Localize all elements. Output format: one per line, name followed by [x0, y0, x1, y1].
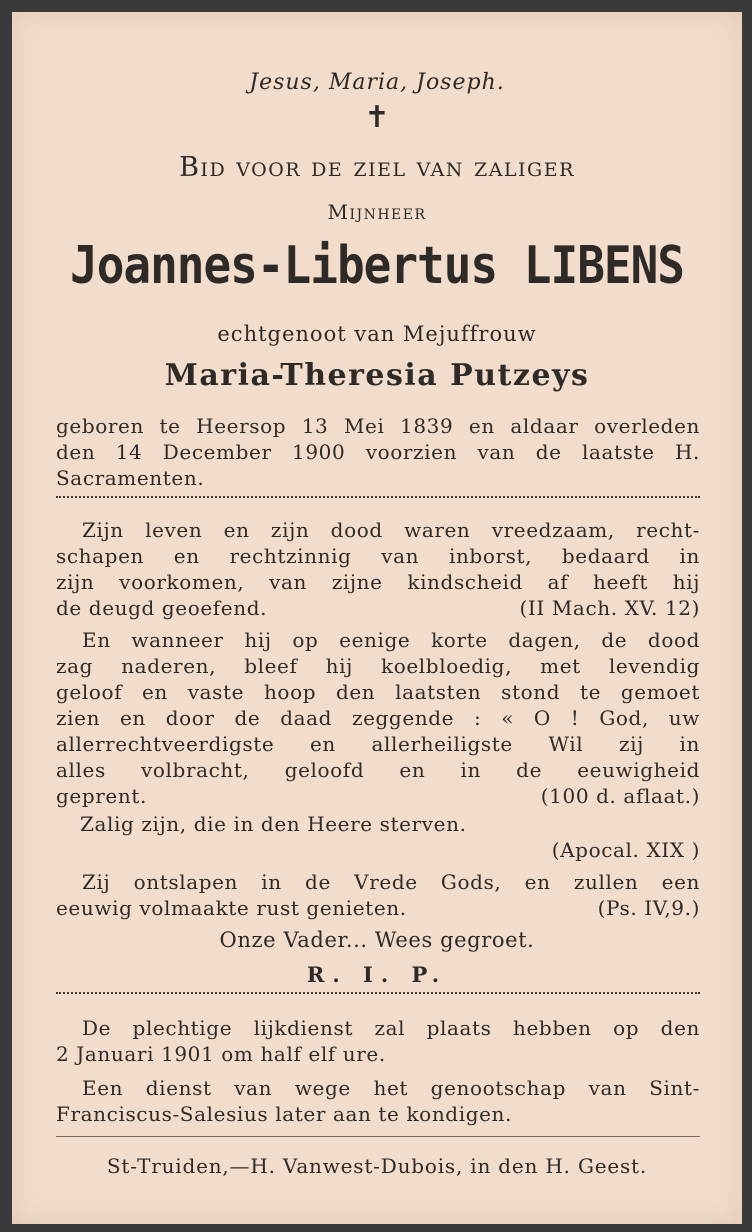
virtue-line: schapen en rechtzinnig van inborst, bedaard in	[56, 544, 700, 568]
dotted-divider	[56, 992, 700, 994]
birth-line: Sacramenten.	[56, 466, 205, 490]
death-line: zien en door de daad zeggende : « O ! God, uw	[56, 706, 700, 730]
virtue-line: zijn voorkomen, van zijne kindscheid af heeft hij	[56, 570, 700, 594]
deceased-name: Joannes-Libertus LIBENS	[70, 234, 684, 296]
scripture-reference: (II Mach. XV. 12)	[519, 596, 700, 620]
virtue-line	[56, 596, 700, 622]
prayer-line: Onze Vader... Wees gegroet.	[219, 928, 535, 952]
death-paragraph	[56, 628, 700, 810]
spouse-intro: echtgenoot van Mejuffrouw	[217, 322, 537, 346]
peace-line	[56, 896, 700, 922]
funeral-line: 2 Januari 1901 om half elf ure.	[56, 1042, 386, 1066]
peace-line: Zij ontslapen in de Vrede Gods, en zullen een	[82, 870, 700, 894]
funeral-line: De plechtige lijkdienst zal plaats hebben op den	[82, 1016, 700, 1040]
society-paragraph	[56, 1076, 700, 1128]
blessed-line: Zalig zijn, die in den Heere sterven.	[80, 812, 467, 836]
society-line: Franciscus-Salesius later aan te kondigen.	[56, 1102, 512, 1126]
invocation: Jesus, Maria, Joseph.	[249, 70, 505, 95]
apocalypse-reference	[56, 838, 700, 864]
death-line: geloof en vaste hoop den laatsten stond te gemoet	[56, 680, 700, 704]
apocalypse-ref-text: (Apocal. XIX )	[551, 838, 700, 862]
honorific: Mijnheer	[327, 200, 427, 224]
printer-line: St-Truiden,—H. Vanwest-Dubois, in den H. Geest.	[106, 1154, 648, 1178]
peace-paragraph	[56, 870, 700, 922]
society-line: Een dienst van wege het genootschap van Sint-	[82, 1076, 700, 1100]
birth-line: geboren te Heersop 13 Mei 1839 en aldaar overleden	[56, 414, 700, 438]
cross-icon: ✝	[364, 100, 390, 135]
death-line	[56, 784, 700, 810]
memorial-card	[12, 12, 742, 1224]
spouse-name: Maria-Theresia Putzeys	[164, 358, 590, 393]
prayer-request: Bid voor de ziel van zaliger	[179, 152, 575, 183]
death-line: allerrechtveerdigste en allerheiligste Wil zij in	[56, 732, 700, 756]
virtue-line-text: de deugd geoefend.	[56, 596, 268, 620]
bottom-divider	[56, 1136, 700, 1137]
funeral-paragraph	[56, 1016, 700, 1068]
psalm-reference: (Ps. IV,9.)	[597, 896, 700, 920]
death-line: alles volbracht, geloofd en in de eeuwigheid	[56, 758, 700, 782]
rip: R. I. P.	[306, 962, 448, 987]
virtue-line: Zijn leven en zijn dood waren vreedzaam, recht-	[82, 518, 700, 542]
death-line: zag naderen, bleef hij koelbloedig, met levendig	[56, 654, 700, 678]
birth-paragraph	[56, 414, 700, 492]
dotted-divider	[56, 496, 700, 498]
peace-line-text: eeuwig volmaakte rust genieten.	[56, 896, 407, 920]
death-line-text: geprent.	[56, 784, 147, 808]
virtue-paragraph	[56, 518, 700, 622]
death-line: En wanneer hij op eenige korte dagen, de dood	[82, 628, 700, 652]
birth-line: den 14 December 1900 voorzien van de laatste H.	[56, 440, 700, 464]
indulgence-note: (100 d. aflaat.)	[540, 784, 700, 808]
